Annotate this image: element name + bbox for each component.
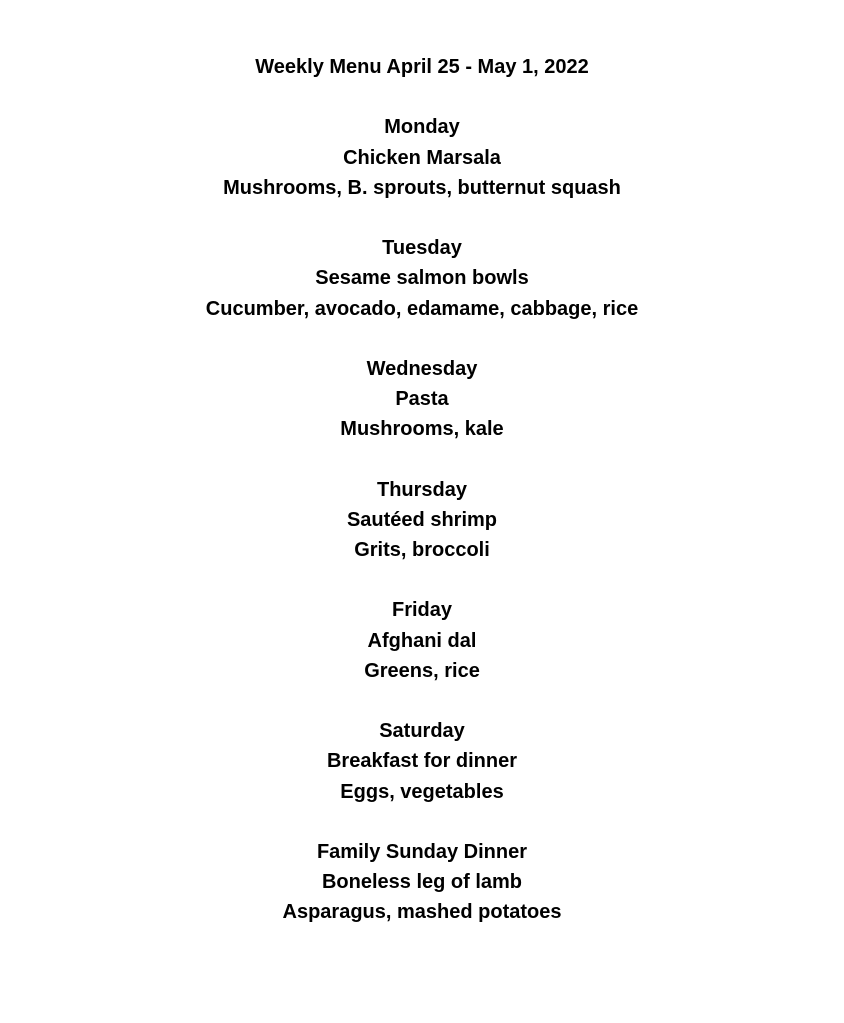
dish-name: Breakfast for dinner bbox=[326, 750, 518, 773]
dish-sides: Mushrooms, B. sprouts, butternut squash bbox=[223, 176, 621, 199]
day-section-friday bbox=[0, 595, 844, 686]
day-section-wednesday bbox=[0, 354, 844, 445]
dish-sides: Cucumber, avocado, edamame, cabbage, rice bbox=[205, 297, 639, 320]
day-heading: Wednesday bbox=[366, 357, 478, 380]
day-section-saturday bbox=[0, 716, 844, 807]
spacer bbox=[0, 203, 844, 233]
spacer bbox=[0, 807, 844, 837]
day-heading: Tuesday bbox=[382, 237, 462, 260]
dish-name: Boneless leg of lamb bbox=[321, 871, 523, 894]
day-heading: Family Sunday Dinner bbox=[316, 840, 528, 863]
day-heading: Monday bbox=[384, 116, 460, 139]
spacer bbox=[0, 565, 844, 595]
spacer bbox=[0, 82, 844, 112]
dish-name: Pasta bbox=[395, 388, 449, 411]
dish-sides: Eggs, vegetables bbox=[340, 780, 504, 803]
dish-name: Sautéed shrimp bbox=[346, 508, 498, 531]
dish-name: Sesame salmon bowls bbox=[315, 267, 529, 290]
dish-sides: Greens, rice bbox=[364, 659, 480, 682]
spacer bbox=[0, 444, 844, 474]
dish-sides: Mushrooms, kale bbox=[340, 418, 504, 441]
dish-name: Chicken Marsala bbox=[343, 146, 501, 169]
spacer bbox=[0, 324, 844, 354]
dish-name: Afghani dal bbox=[367, 629, 477, 652]
day-heading: Friday bbox=[391, 599, 453, 622]
day-heading: Thursday bbox=[376, 478, 468, 501]
menu-document bbox=[0, 52, 844, 927]
day-section-sunday bbox=[0, 837, 844, 928]
dish-sides: Asparagus, mashed potatoes bbox=[282, 901, 562, 924]
day-section-tuesday bbox=[0, 233, 844, 324]
day-heading: Saturday bbox=[379, 720, 465, 743]
menu-title: Weekly Menu April 25 - May 1, 2022 bbox=[255, 56, 589, 78]
day-section-thursday bbox=[0, 475, 844, 566]
spacer bbox=[0, 686, 844, 716]
day-section-monday bbox=[0, 112, 844, 203]
dish-sides: Grits, broccoli bbox=[354, 539, 490, 561]
